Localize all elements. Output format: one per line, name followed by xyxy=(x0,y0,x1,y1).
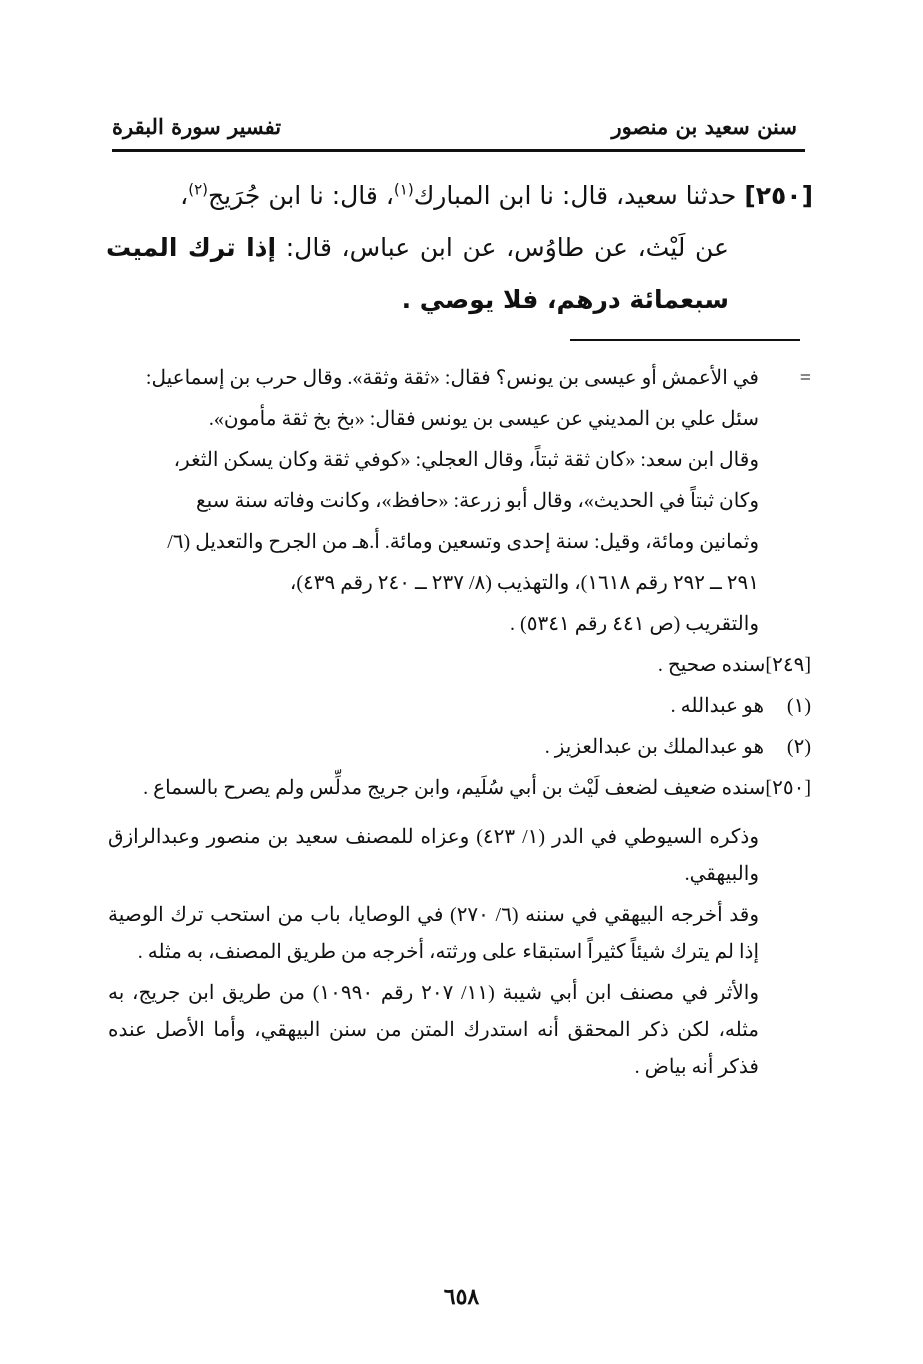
note-250-para-2: وقد أخرجه البيهقي في سننه (٦/ ٢٧٠) في الوصايا، باب من استحب ترك الوصية إذا لم يترك شيئاً كثيراً استبقاء على ورثته، أخرجه من طريق المصنف، به مثله . xyxy=(108,904,759,963)
hadith-chain-3: ، xyxy=(180,181,189,210)
page-number: ٦٥٨ xyxy=(443,1284,480,1310)
footnote-2-text: هو عبدالملك بن عبدالعزيز . xyxy=(544,736,764,758)
footnote-ref-1: (١) xyxy=(393,180,414,199)
hadith-chain-2: ، قال: نا ابن جُرَيج xyxy=(208,181,394,210)
hadith-text xyxy=(106,170,813,326)
hadith-line-1 xyxy=(106,170,813,222)
hadith-chain-4: عن لَيْث، عن طاوُس، عن ابن عباس، قال: xyxy=(285,233,729,262)
continued-footnote xyxy=(108,360,811,643)
note-250-para-3: والأثر في مصنف ابن أبي شيبة (١١/ ٢٠٧ رقم ١٠٩٩٠) من طريق ابن جريج، به مثله، لكن ذكر المحقق أنه استدرك المتن من سنن البيهقي، وأما الأصل عنده فذكر أنه بياض . xyxy=(108,982,760,1078)
footnote-ref-2: (٢) xyxy=(188,180,209,199)
hadith-matn-b: سبعمائة درهم، فلا يوصي . xyxy=(401,285,729,314)
note-250-label: [٢٥٠] xyxy=(765,777,811,799)
continued-line: وثمانين ومائة، وقيل: سنة إحدى وتسعين ومائة. أ.هـ من الجرح والتعديل (٦/ xyxy=(167,531,759,553)
footnote-separator xyxy=(570,339,800,341)
book-title: سنن سعيد بن منصور xyxy=(611,113,797,139)
continued-line: وقال ابن سعد: «كان ثقة ثبتاً، وقال العجلي: «كوفي ثقة وكان يسكن الثغر، xyxy=(173,449,759,471)
hadith-chain-1: حدثنا سعيد، قال: نا ابن المبارك xyxy=(413,181,737,210)
continuation-marker: = xyxy=(799,367,811,389)
note-250-text: سنده ضعيف لضعف لَيْث بن أبي سُلَيم، وابن جريج مدلِّس ولم يصرح بالسماع . xyxy=(143,777,766,799)
note-250 xyxy=(108,770,811,807)
hadith-matn-a: إذا ترك الميت xyxy=(106,233,277,262)
note-250-para-1: وذكره السيوطي في الدر (١/ ٤٢٣) وعزاه للمصنف سعيد بن منصور وعبدالرازق والبيهقي. xyxy=(108,826,759,885)
continued-line: سئل علي بن المديني عن عيسى بن يونس فقال: «بخ بخ ثقة مأمون». xyxy=(208,408,759,430)
continued-line: ٢٩١ ــ ٢٩٢ رقم ١٦١٨)، والتهذيب (٨/ ٢٣٧ ــ ٢٤٠ رقم ٤٣٩)، xyxy=(289,572,759,594)
hadith-number: [٢٥٠] xyxy=(744,181,813,210)
footnotes xyxy=(108,360,811,1090)
header-rule xyxy=(112,149,805,152)
chapter-title: تفسير سورة البقرة xyxy=(112,113,282,139)
continued-line: والتقريب (ص ٤٤١ رقم ٥٣٤١) . xyxy=(510,613,759,635)
footnote-1-text: هو عبدالله . xyxy=(670,695,764,717)
footnote-2-label: (٢) xyxy=(786,736,811,758)
note-249-label: [٢٤٩] xyxy=(765,654,811,676)
hadith-line-2 xyxy=(106,222,813,326)
footnote-1 xyxy=(108,688,811,725)
footnote-1-label: (١) xyxy=(786,695,811,717)
footnote-2 xyxy=(108,729,811,766)
note-249 xyxy=(108,647,811,684)
running-header xyxy=(112,106,797,146)
continued-line: وكان ثبتاً في الحديث»، وقال أبو زرعة: «حافظ»، وكانت وفاته سنة سبع xyxy=(196,490,759,512)
continued-line: في الأعمش أو عيسى بن يونس؟ فقال: «ثقة وثقة». وقال حرب بن إسماعيل: xyxy=(145,367,759,389)
note-249-text: سنده صحيح . xyxy=(657,654,766,676)
